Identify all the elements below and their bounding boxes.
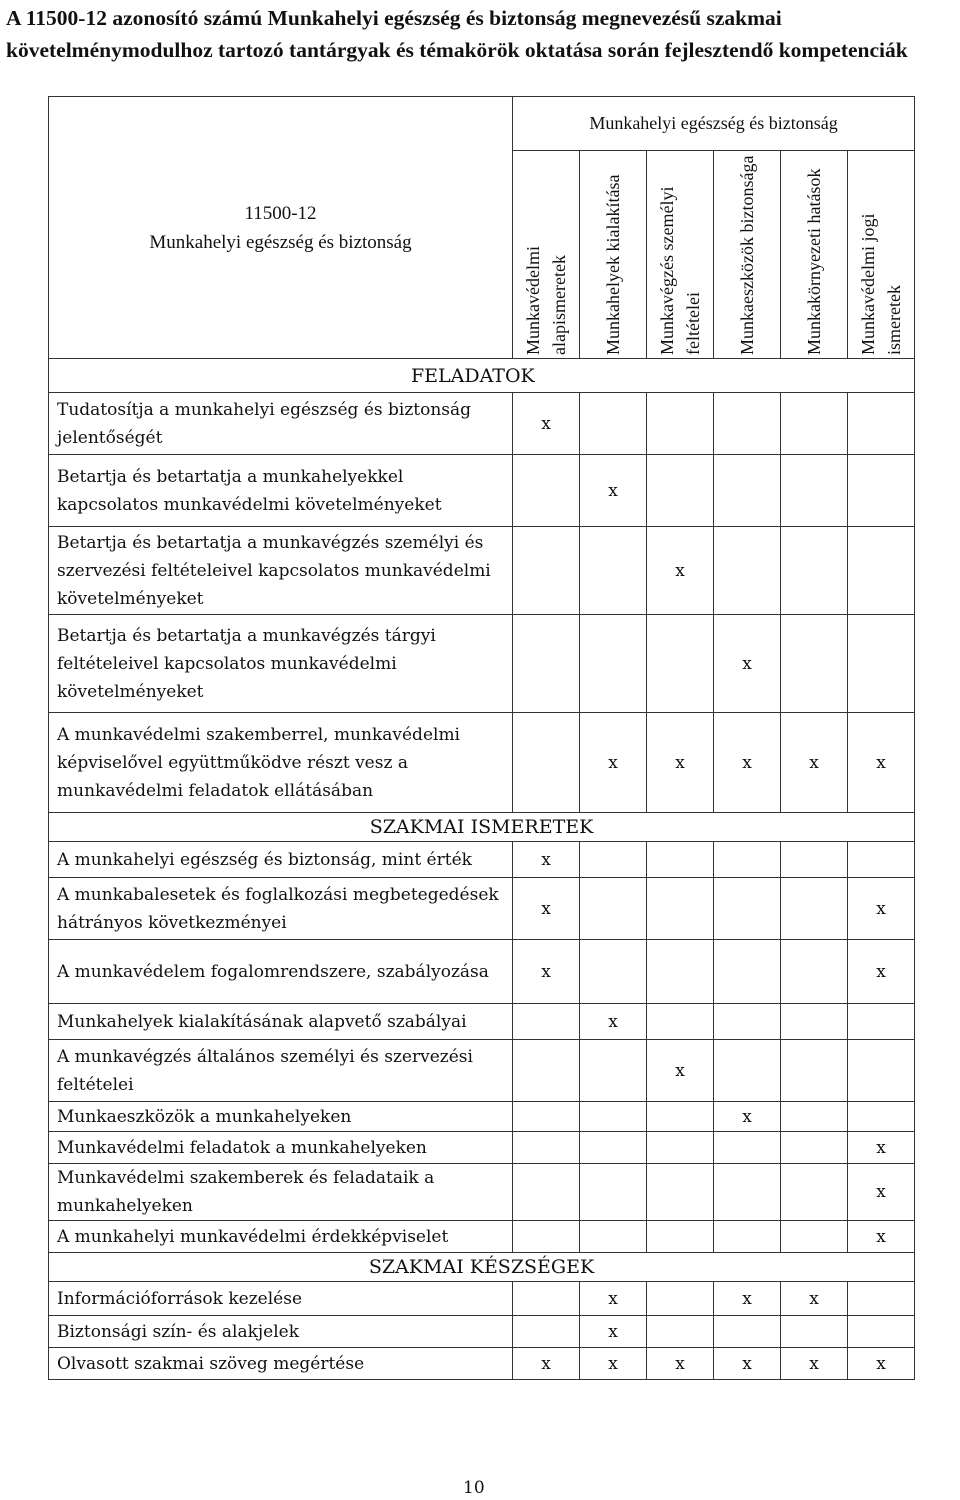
module-cell bbox=[49, 97, 513, 359]
mark-cell bbox=[714, 1132, 781, 1164]
mark-cell bbox=[513, 1282, 580, 1316]
mark-cell bbox=[781, 940, 848, 1004]
mark-cell bbox=[848, 527, 915, 615]
mark-cell bbox=[513, 527, 580, 615]
mark-cell: x bbox=[714, 1282, 781, 1316]
mark-cell bbox=[714, 878, 781, 940]
section-header-row bbox=[49, 1253, 915, 1282]
mark-cell bbox=[647, 1132, 714, 1164]
row-label: Olvasott szakmai szöveg megértése bbox=[49, 1348, 513, 1380]
mark-cell bbox=[781, 1132, 848, 1164]
mark-cell: x bbox=[848, 1348, 915, 1380]
mark-cell bbox=[781, 455, 848, 527]
mark-cell bbox=[647, 878, 714, 940]
row-label: Munkavédelmi feladatok a munkahelyeken bbox=[49, 1132, 513, 1164]
mark-cell bbox=[781, 393, 848, 455]
table-row bbox=[49, 1004, 915, 1040]
section-header: FELADATOK bbox=[49, 359, 915, 393]
section-header-row bbox=[49, 813, 915, 842]
table-row bbox=[49, 940, 915, 1004]
mark-cell bbox=[580, 842, 647, 878]
row-label: A munkabalesetek és foglalkozási megbetegedések hátrányos következményei bbox=[49, 878, 513, 940]
mark-cell bbox=[580, 940, 647, 1004]
table-row bbox=[49, 1132, 915, 1164]
table-row bbox=[49, 1102, 915, 1132]
mark-cell bbox=[714, 1316, 781, 1348]
mark-cell bbox=[580, 615, 647, 713]
mark-cell bbox=[848, 1282, 915, 1316]
mark-cell bbox=[781, 878, 848, 940]
mark-cell bbox=[714, 1004, 781, 1040]
subject-group-header: Munkahelyi egészség és biztonság bbox=[513, 97, 915, 151]
row-label: Biztonsági szín- és alakjelek bbox=[49, 1316, 513, 1348]
mark-cell bbox=[513, 1004, 580, 1040]
mark-cell bbox=[714, 1040, 781, 1102]
mark-cell: x bbox=[848, 1221, 915, 1253]
mark-cell bbox=[580, 393, 647, 455]
mark-cell bbox=[781, 615, 848, 713]
table-row bbox=[49, 1348, 915, 1380]
section-header: SZAKMAI ISMERETEK bbox=[49, 813, 915, 842]
mark-cell bbox=[513, 1040, 580, 1102]
table-row bbox=[49, 1040, 915, 1102]
mark-cell bbox=[513, 1316, 580, 1348]
mark-cell bbox=[848, 1102, 915, 1132]
column-header-label: Munkavédelmi jogi ismeretek bbox=[858, 213, 905, 355]
mark-cell bbox=[714, 940, 781, 1004]
mark-cell: x bbox=[647, 713, 714, 813]
mark-cell: x bbox=[714, 615, 781, 713]
mark-cell bbox=[580, 1102, 647, 1132]
mark-cell bbox=[714, 1164, 781, 1221]
mark-cell bbox=[781, 1316, 848, 1348]
section-header-row bbox=[49, 359, 915, 393]
row-label: A munkahelyi egészség és biztonság, mint érték bbox=[49, 842, 513, 878]
mark-cell: x bbox=[513, 842, 580, 878]
mark-cell bbox=[848, 1004, 915, 1040]
mark-cell bbox=[848, 455, 915, 527]
mark-cell: x bbox=[647, 527, 714, 615]
mark-cell: x bbox=[513, 1348, 580, 1380]
mark-cell bbox=[580, 1132, 647, 1164]
column-header bbox=[647, 151, 714, 359]
mark-cell: x bbox=[580, 455, 647, 527]
mark-cell bbox=[513, 1102, 580, 1132]
mark-cell: x bbox=[513, 878, 580, 940]
column-header bbox=[848, 151, 915, 359]
mark-cell bbox=[513, 713, 580, 813]
mark-cell bbox=[714, 393, 781, 455]
mark-cell bbox=[647, 1102, 714, 1132]
mark-cell bbox=[781, 1102, 848, 1132]
mark-cell bbox=[647, 393, 714, 455]
mark-cell: x bbox=[781, 1282, 848, 1316]
page-number: 10 bbox=[463, 1478, 485, 1498]
table-row bbox=[49, 878, 915, 940]
module-name: Munkahelyi egészség és biztonság bbox=[149, 231, 412, 253]
mark-cell bbox=[781, 527, 848, 615]
mark-cell: x bbox=[580, 1316, 647, 1348]
table-row bbox=[49, 1221, 915, 1253]
table-row bbox=[49, 842, 915, 878]
column-header bbox=[714, 151, 781, 359]
mark-cell bbox=[647, 940, 714, 1004]
column-header-label: Munkaeszközök biztonsága bbox=[737, 155, 757, 355]
mark-cell bbox=[647, 1004, 714, 1040]
mark-cell bbox=[848, 1040, 915, 1102]
mark-cell bbox=[714, 842, 781, 878]
table-row bbox=[49, 393, 915, 455]
mark-cell: x bbox=[848, 1132, 915, 1164]
mark-cell bbox=[647, 842, 714, 878]
row-label: Munkavédelmi szakemberek és feladataik a munkahelyeken bbox=[49, 1164, 513, 1221]
mark-cell bbox=[848, 1316, 915, 1348]
mark-cell bbox=[714, 1221, 781, 1253]
row-label: Információforrások kezelése bbox=[49, 1282, 513, 1316]
mark-cell bbox=[580, 878, 647, 940]
mark-cell bbox=[513, 1221, 580, 1253]
row-label: Betartja és betartatja a munkahelyekkel kapcsolatos munkavédelmi követelményeket bbox=[49, 455, 513, 527]
column-header-label: Munkavégzés személyi feltételei bbox=[657, 186, 703, 355]
mark-cell: x bbox=[848, 1164, 915, 1221]
mark-cell: x bbox=[580, 1282, 647, 1316]
table-row bbox=[49, 1164, 915, 1221]
mark-cell bbox=[714, 455, 781, 527]
mark-cell bbox=[781, 1164, 848, 1221]
mark-cell: x bbox=[647, 1348, 714, 1380]
table-row bbox=[49, 713, 915, 813]
mark-cell bbox=[513, 1164, 580, 1221]
header-group-row bbox=[49, 97, 915, 151]
row-label: Tudatosítja a munkahelyi egészség és biztonság jelentőségét bbox=[49, 393, 513, 455]
mark-cell bbox=[647, 1164, 714, 1221]
table-row bbox=[49, 527, 915, 615]
mark-cell: x bbox=[513, 393, 580, 455]
mark-cell: x bbox=[848, 713, 915, 813]
mark-cell bbox=[513, 1132, 580, 1164]
mark-cell: x bbox=[781, 713, 848, 813]
column-header-label: Munkakörnyezeti hatások bbox=[804, 168, 824, 355]
mark-cell bbox=[781, 1004, 848, 1040]
mark-cell bbox=[848, 842, 915, 878]
mark-cell bbox=[848, 615, 915, 713]
mark-cell bbox=[647, 1221, 714, 1253]
mark-cell bbox=[580, 527, 647, 615]
section-header: SZAKMAI KÉSZSÉGEK bbox=[49, 1253, 915, 1282]
mark-cell bbox=[647, 1316, 714, 1348]
column-header-label: Munkavédelmi alapismeretek bbox=[523, 245, 569, 355]
table-row bbox=[49, 455, 915, 527]
mark-cell: x bbox=[647, 1040, 714, 1102]
mark-cell: x bbox=[714, 1102, 781, 1132]
mark-cell: x bbox=[580, 713, 647, 813]
document-title: A 11500-12 azonosító számú Munkahelyi egészség és biztonság megnevezésű szakmai követelménymodulhoz tartozó tantárgyak és témakörök oktatása során fejlesztendő kompetenciák bbox=[6, 6, 908, 62]
row-label: Betartja és betartatja a munkavégzés tárgyi feltételeivel kapcsolatos munkavédelmi követelményeket bbox=[49, 615, 513, 713]
column-header bbox=[580, 151, 647, 359]
competency-table bbox=[48, 96, 915, 1380]
mark-cell: x bbox=[848, 878, 915, 940]
column-header bbox=[781, 151, 848, 359]
module-code: 11500-12 bbox=[244, 202, 317, 224]
mark-cell: x bbox=[848, 940, 915, 1004]
mark-cell bbox=[580, 1040, 647, 1102]
mark-cell: x bbox=[580, 1348, 647, 1380]
mark-cell: x bbox=[580, 1004, 647, 1040]
table-row bbox=[49, 1282, 915, 1316]
table-row bbox=[49, 615, 915, 713]
row-label: Munkahelyek kialakításának alapvető szabályai bbox=[49, 1004, 513, 1040]
mark-cell: x bbox=[513, 940, 580, 1004]
mark-cell: x bbox=[714, 1348, 781, 1380]
row-label: Betartja és betartatja a munkavégzés személyi és szervezési feltételeivel kapcsolatos munkavédelmi követelményeket bbox=[49, 527, 513, 615]
mark-cell bbox=[848, 393, 915, 455]
mark-cell bbox=[647, 1282, 714, 1316]
row-label: Munkaeszközök a munkahelyeken bbox=[49, 1102, 513, 1132]
mark-cell: x bbox=[714, 713, 781, 813]
mark-cell bbox=[647, 615, 714, 713]
mark-cell bbox=[580, 1164, 647, 1221]
mark-cell bbox=[781, 1040, 848, 1102]
row-label: A munkavédelem fogalomrendszere, szabályozása bbox=[49, 940, 513, 1004]
mark-cell bbox=[781, 842, 848, 878]
column-header-label: Munkahelyek kialakítása bbox=[603, 174, 623, 355]
row-label: A munkavédelmi szakemberrel, munkavédelmi képviselővel együttműködve részt vesz a munkavédelmi feladatok ellátásában bbox=[49, 713, 513, 813]
column-header bbox=[513, 151, 580, 359]
row-label: A munkavégzés általános személyi és szervezési feltételei bbox=[49, 1040, 513, 1102]
row-label: A munkahelyi munkavédelmi érdekképviselet bbox=[49, 1221, 513, 1253]
mark-cell bbox=[714, 527, 781, 615]
mark-cell bbox=[513, 615, 580, 713]
mark-cell bbox=[513, 455, 580, 527]
table-row bbox=[49, 1316, 915, 1348]
mark-cell bbox=[580, 1221, 647, 1253]
mark-cell bbox=[647, 455, 714, 527]
mark-cell bbox=[781, 1221, 848, 1253]
mark-cell: x bbox=[781, 1348, 848, 1380]
